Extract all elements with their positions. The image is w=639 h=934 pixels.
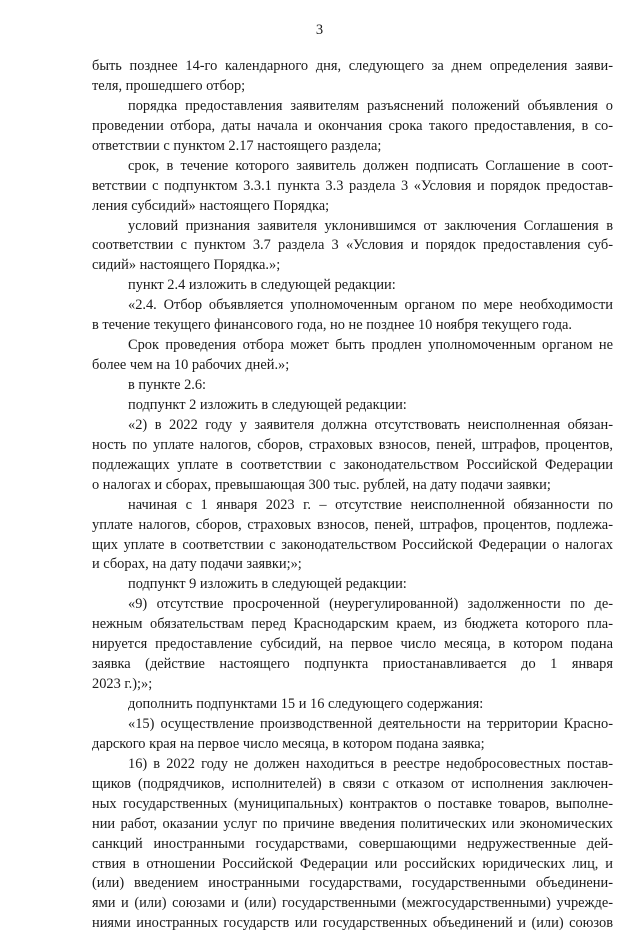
- text-line: Срок проведения отбора может быть продлен уполномоченным органом не: [128, 337, 613, 354]
- text-line: (или) введением иностранными государствами, государственными объединени-: [92, 875, 613, 892]
- text-line: дарского края на первое число месяца, в котором подана заявка;: [92, 735, 485, 752]
- text-line: ность по уплате налогов, сборов, страховых взносов, пеней, штрафов, процентов,: [92, 436, 613, 453]
- text-line: срок, в течение которого заявитель должен подписать Соглашение в соот-: [128, 157, 613, 174]
- text-line: ответствии с пунктом 2.17 настоящего раздела;: [92, 137, 382, 154]
- text-line: более чем на 10 рабочих дней.»;: [92, 357, 290, 374]
- text-line: ями и (или) союзами и (или) государственными (межгосударственными) учрежде-: [92, 895, 613, 912]
- text-line: сидий» настоящего Порядка.»;: [92, 257, 281, 274]
- text-line: нируется предоставление субсидий, на первое число месяца, в котором подана: [92, 636, 613, 653]
- text-line: и сборах, на дату подачи заявки;»;: [92, 556, 302, 573]
- text-line: пункт 2.4 изложить в следующей редакции:: [128, 277, 396, 294]
- text-line: ветствии с подпунктом 3.3.1 пункта 3.3 раздела 3 «Условия и порядок предостав-: [92, 177, 613, 194]
- text-line: щиков (подрядчиков, исполнителей) в связи с отказом от исполнения заключен-: [92, 775, 613, 792]
- text-line: уплате налогов, сборов, страховых взносов, пеней, штрафов, процентов, подлежа-: [92, 516, 613, 533]
- text-line: подлежащих уплате в соответствии с законодательством Российской Федерации: [92, 456, 613, 473]
- text-line: 16) в 2022 году не должен находиться в реестре недобросовестных постав-: [128, 755, 613, 772]
- text-line: условий признания заявителя уклонившимся от заключения Соглашения в: [128, 217, 613, 234]
- text-line: ниями иностранных государств или государственных объединений и (или) союзов: [92, 915, 613, 932]
- text-line: ных государственных (муниципальных) контрактов о поставке товаров, выполне-: [92, 795, 613, 812]
- text-line: подпункт 2 изложить в следующей редакции:: [128, 396, 407, 413]
- text-line: быть позднее 14-го календарного дня, следующего за днем определения заяви-: [92, 58, 613, 74]
- text-line: соответствии с пунктом 3.7 раздела 3 «Условия и порядок предоставления суб-: [92, 237, 613, 254]
- text-line: теля, прошедшего отбор;: [92, 77, 246, 94]
- text-line: «2) в 2022 году у заявителя должна отсутствовать неисполненная обязан-: [128, 416, 613, 433]
- text-line: 2023 г.);»;: [92, 676, 153, 693]
- text-line: санкций иностранными государствами, совершающими недружественные дей-: [92, 835, 613, 852]
- text-line: нежным обязательствам перед Краснодарским краем, из бюджета которого пла-: [92, 616, 613, 633]
- text-line: ления субсидий» настоящего Порядка;: [92, 197, 330, 214]
- text-line: заявка (действие настоящего подпункта приостанавливается до 1 января: [92, 656, 613, 673]
- text-line: «2.4. Отбор объявляется уполномоченным органом по мере необходимости: [128, 297, 613, 314]
- text-line: «9) отсутствие просроченной (неурегулированной) задолженности по де-: [128, 596, 613, 613]
- text-line: о налогах и сборах, превышающая 300 тыс. рублей, на дату подачи заявки;: [92, 476, 551, 493]
- text-line: «15) осуществление производственной деятельности на территории Красно-: [128, 715, 613, 732]
- text-line: подпункт 9 изложить в следующей редакции:: [128, 576, 407, 593]
- text-line: нии работ, оказании услуг по причине введения политических или экономических: [92, 815, 613, 832]
- text-line: порядка предоставления заявителям разъяснений положений объявления о: [128, 97, 613, 114]
- text-line: в течение текущего финансового года, но не позднее 10 ноября текущего года.: [92, 317, 572, 334]
- text-line: в пункте 2.6:: [128, 377, 207, 393]
- page-number: 3: [315, 22, 324, 38]
- text-line: проведении отбора, даты начала и окончания срока такого предоставления, в со-: [92, 117, 613, 134]
- text-line: ствия в отношении Российской Федерации или российских юридических лиц, и: [92, 855, 613, 872]
- text-line: начиная с 1 января 2023 г. – отсутствие неисполненной обязанности по: [128, 496, 613, 513]
- text-line: щих уплате в соответствии с законодательством Российской Федерации о налогах: [92, 536, 613, 553]
- document-body: [92, 57, 613, 934]
- text-line: дополнить подпунктами 15 и 16 следующего содержания:: [128, 696, 484, 712]
